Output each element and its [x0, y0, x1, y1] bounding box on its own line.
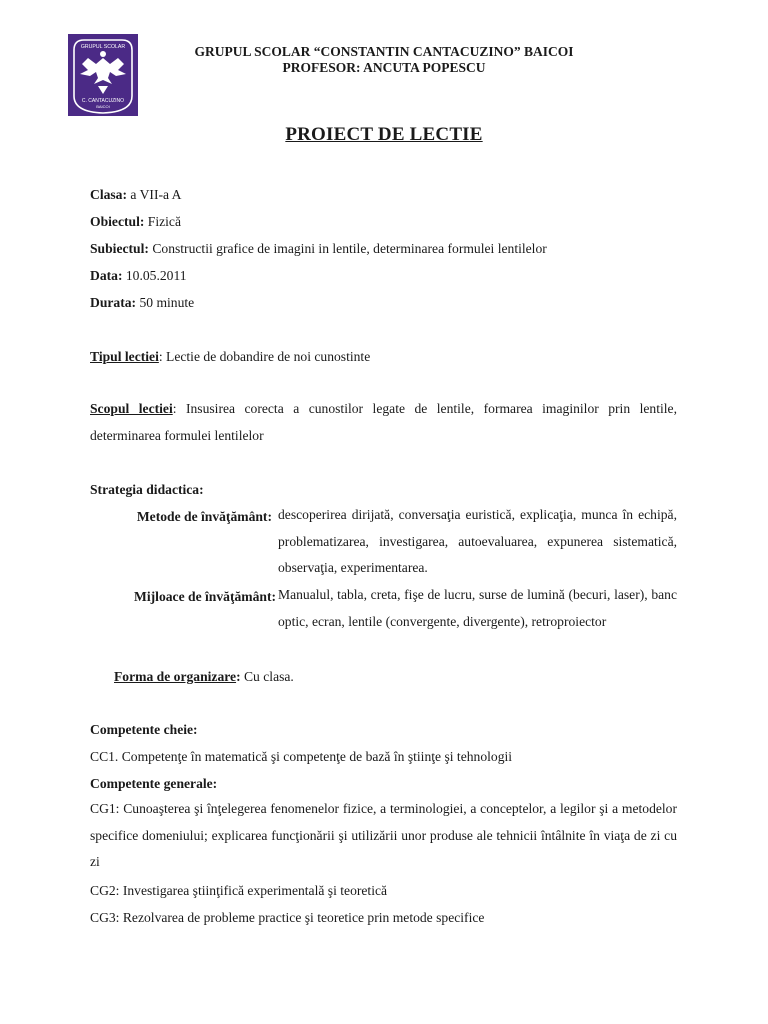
school-name: GRUPUL SCOLAR “CONSTANTIN CANTACUZINO” BAICOI [194, 44, 574, 59]
cg2-text: CG2: Investigarea ştiinţifică experimentală şi teoretică [90, 883, 388, 898]
cg1-text: CG1: Cunoaşterea şi înţelegerea fenomenelor fizice, a terminologiei, a conceptelor, a legilor şi a metodelor specifice domeniului; explicarea funcţionării şi utilizării unor produse ale tehnicii întâlnite în viaţa de zi cu zi [90, 801, 677, 869]
page-title: PROIECT DE LECTIE [285, 124, 483, 145]
subiectul-line: Subiectul: Constructii grafice de imagini in lentile, determinarea formulei lentilelor [90, 241, 547, 256]
scopul-lectiei: Scopul lectiei: Insusirea corecta a cunostilor legate de lentile, formarea imaginilor prin lentile, determinarea formulei lentilelor [90, 401, 677, 443]
metode-label: Metode de învăţământ: [136, 509, 272, 524]
svg-text:BAICOI: BAICOI [96, 104, 110, 109]
school-header [150, 44, 618, 76]
metode-text: descoperirea dirijată, conversaţia euristică, explicaţia, munca în echipă, problematizarea, investigarea, autoevaluarea, expunerea sistematică, observaţia, experimentarea. [278, 507, 677, 575]
svg-text:C. CANTACUZINO: C. CANTACUZINO [81, 98, 125, 104]
tipul-lectiei: Tipul lectiei: Lectie de dobandire de noi cunostinte [90, 349, 371, 364]
competente-cheie-heading: Competente cheie: [90, 722, 198, 737]
school-logo [68, 34, 138, 116]
strategia-heading: Strategia didactica: [90, 482, 204, 497]
forma-organizare: Forma de organizare: Cu clasa. [114, 669, 294, 684]
obiectul-line: Obiectul: Fizică [90, 214, 181, 229]
mijloace-label: Mijloace de învăţământ: [134, 589, 276, 604]
competente-generale-heading: Competente generale: [90, 776, 218, 791]
cc1-text: CC1. Competenţe în matematică şi competenţe de bază în ştiinţe şi tehnologii [90, 749, 513, 764]
svg-text:GRUPUL SCOLAR: GRUPUL SCOLAR [80, 44, 126, 50]
clasa-line: Clasa: a VII-a A [90, 187, 182, 202]
cg3-text: CG3: Rezolvarea de probleme practice şi teoretice prin metode specifice [90, 910, 485, 925]
teacher-name: PROFESOR: ANCUTA POPESCU [282, 60, 486, 75]
mijloace-text: Manualul, tabla, creta, fişe de lucru, surse de lumină (becuri, laser), banc optic, ecran, lentile (convergente, divergente), retroproiector [278, 587, 677, 629]
durata-line: Durata: 50 minute [90, 295, 195, 310]
data-line: Data: 10.05.2011 [90, 268, 187, 283]
